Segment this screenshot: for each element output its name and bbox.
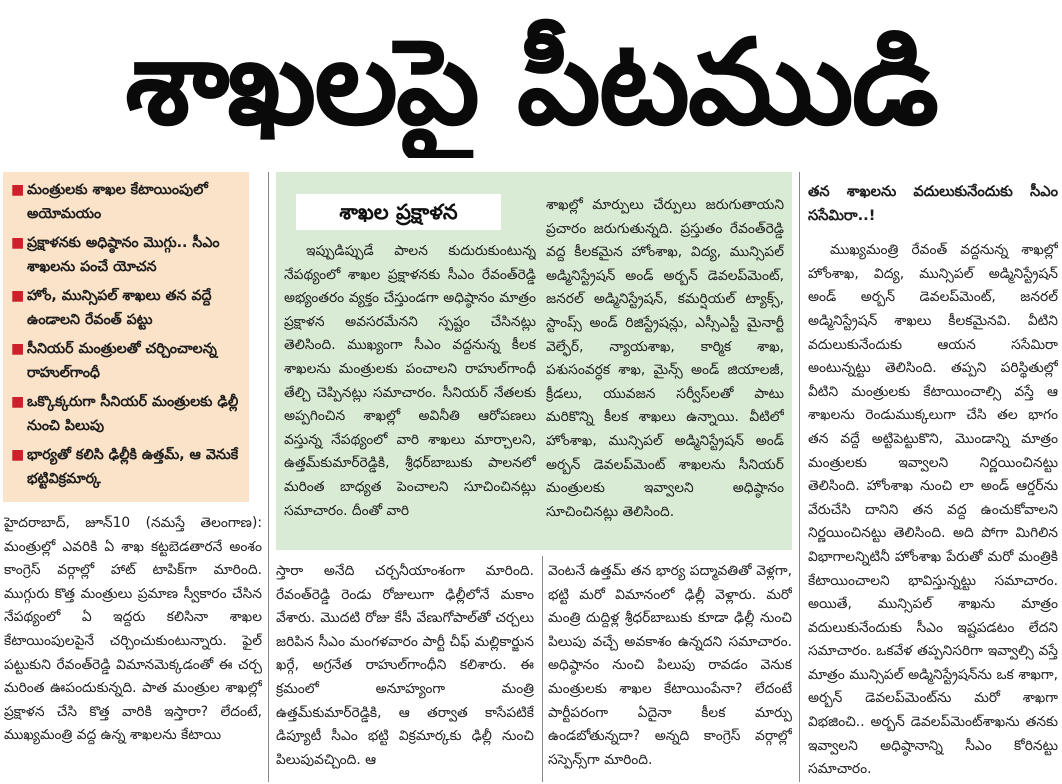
bullet-icon: ■	[11, 288, 25, 304]
highlights-box	[3, 172, 249, 502]
highlight-item: ■ భార్యతో కలిసి ఢిల్లీకి ఉత్తమ్, ఆ వెనుకే భట్టివిక్రమార్క	[11, 443, 241, 491]
highlight-item: ■ సీనియర్ మంత్రులతో చర్చించాలన్న రాహుల్‌గాంధీ	[11, 337, 241, 385]
highlight-item: ■ ఒక్కొక్కరుగా సీనియర్ మంత్రులకు ఢిల్లీ నుంచి పిలుపు	[11, 390, 241, 438]
headline: శాఖలపై పీటముడి	[125, 13, 937, 151]
highlight-item: ■ ప్రక్షాళనకు అధిష్ఠానం మొగ్గు.. సీఎం శాఖలను పంచే యోచన	[11, 231, 241, 279]
column-rule	[799, 172, 800, 782]
boxed-article	[276, 172, 792, 550]
boxed-article-right-column: శాఖల్లో మార్పులు చేర్పులు జరుగుతాయని ప్రచారం జరుగుతున్నది. ప్రస్తుతం రేవంత్‌రెడ్డి వద్ద కీలకమైన హోంశాఖ, విద్య, మున్సిపల్ అడ్మినిస్ట్రేషన్ అండ్ అర్బన్ డెవలప్‌మెంట్, జనరల్ అడ్మినిస్ట్రేషన్, కమర్షియల్ ట్యాక్స్, స్టాంప్స్ అండ్ రిజిస్ట్రేషన్లు, ఎస్సీఎస్టీ మైనార్టీ వెల్ఫేర్, న్యాయశాఖ, కార్మిక శాఖ, పశుసంవర్ధక శాఖ, మైన్స్ అండ్ జియాలజీ, క్రీడలు, యువజన సర్వీస్‌లతో పాటు మరికొన్ని కీలక శాఖలు ఉన్నాయి. వీటిలో హోంశాఖ, మున్సిపల్ అడ్మినిస్ట్రేషన్ అండ్ అర్బన్ డెవలప్‌మెంట్ శాఖలను సీనియర్ మంత్రులకు ఇవ్వాలని అధిష్ఠానం సూచించినట్లు తెలిసింది.	[546, 197, 784, 520]
column-rule	[542, 556, 543, 782]
bullet-icon: ■	[11, 394, 25, 410]
boxed-article-left-column: ఇప్పుడిప్పుడే పాలన కుదురుకుంటున్న నేపథ్యంలో శాఖల ప్రక్షాళనకు సీఎం రేవంత్‌రెడ్డి అభ్యంతరం వ్యక్తం చేస్తుండగా అధిష్ఠానం మాత్రం ప్రక్షాళన అవసరమేనని స్పష్టం చేసినట్లు తెలిసింది. ముఖ్యంగా సీఎం వద్దనున్న కీలక శాఖలను మంత్రులకు పంచాలని రాహుల్‌గాంధీ తేల్చి చెప్పినట్లు సమాచారం. సీనియర్ నేతలకు అప్పగించిన శాఖల్లో అవినీతి ఆరోపణలు వస్తున్న నేపథ్యంలో వారి శాఖలు మార్చాలని, ఉత్తమ్‌కుమార్‌రెడ్డికి, శ్రీధర్‌బాబుకు పాలనలో మరింత బాధ్యత పెంచాలని సూచించినట్లు సమాచారం. దీంతో వారి	[284, 243, 536, 519]
bullet-icon: ■	[11, 235, 25, 251]
bullet-icon: ■	[11, 182, 25, 198]
body-column-1: హైదరాబాద్, జూన్10 (నమస్తే తెలంగాణ): మంత్రుల్లో ఎవరికి ఏ శాఖ కట్టబెడతారనే అంశం కాంగ్రెస్ వర్గాల్లో హాట్ టాపిక్‌గా మారింది. ముగ్గురు కొత్త మంత్రులు ప్రమాణ స్వీకారం చేసిన నేపథ్యంలో ఏ ఇద్దరు కలిసినా శాఖల కేటాయింపులపైనే చర్చించుకుంటున్నారు. ఫైల్ పట్టుకుని రేవంత్‌రెడ్డి విమానమెక్కడంతో ఈ చర్చ మరింత ఊపందుకున్నది. పాత మంత్రుల శాఖల్లో ప్రక్షాళన చేసి కొత్త వారికి ఇస్తారా? లేదంటే, ముఖ్యమంత్రి వద్ద ఉన్న శాఖలను కేటాయి	[4, 515, 262, 744]
highlight-item: ■ మంత్రులకు శాఖల కేటాయింపులో అయోమయం	[11, 178, 241, 226]
bullet-icon: ■	[11, 341, 25, 357]
column-rule	[268, 172, 269, 782]
body-column-4: తన శాఖలను వదులుకునేందుకు సీఎం ససేమిరా..! ముఖ్యమంత్రి రేవంత్ వద్దనున్న శాఖల్లో హోంశాఖ, విద్య, మున్సిపల్ అడ్మినిస్ట్రేషన్ అండ్ అర్బన్ డెవలప్‌మెంట్, జనరల్ అడ్మినిస్ట్రేషన్ శాఖలు కీలకమైనవి. వీటిని వదులుకునేందుకు ఆయన ససేమిరా అంటున్నట్టు తెలిసింది. తప్పని పరిస్థితుల్లో వీటిని మంత్రులకు కేటాయించాల్సి వస్తే ఆ శాఖలను రెండుముక్కలుగా చేసి తల భాగం తన వద్దే అట్టిపెట్టుకొని, మొండాన్ని మాత్రం మంత్రులకు ఇవ్వాలని నిర్ణయించినట్టు తెలిసింది. హోంశాఖ నుంచి లా అండ్ ఆర్డర్‌ను వేరుచేసి దానిని తన వద్ద ఉంచుకోవాలని నిర్ణయించినట్టు తెలిసింది. అది పోగా మిగిలిన విభాగాలన్నిటినీ హోంశాఖ పేరుతో మరో మంత్రికి కేటాయించాలని భావిస్తున్నట్టు సమాచారం. అయితే, మున్సిపల్ శాఖను మాత్రం వదులుకునేందుకు సీఎం ఇష్టపడటం లేదని సమాచారం. ఒకవేళ తప్పనిసరిగా ఇవ్వాల్సి వస్తే మాత్రం మున్సిపల్ అడ్మినిస్ట్రేషన్‌ను ఒక శాఖగా, అర్బన్ డెవలప్‌మెంట్‌ను మరో శాఖగా విభజించి.. అర్బన్ డెవలప్‌మెంట్‌శాఖను తనకు ఇవ్వాలని అధిష్ఠానాన్ని సీఎం కోరినట్టు సమాచారం.	[808, 180, 1058, 780]
subheading: తన శాఖలను వదులుకునేందుకు సీఎం ససేమిరా..!	[808, 183, 1058, 224]
body-column-3: వెంటనే ఉత్తమ్ తన భార్య పద్మావతితో వెళ్లగా, భట్టి మరో విమానంలో ఢిల్లీ వెళ్లారు. మరో మంత్రి దుద్దిళ్ల శ్రీధర్‌బాబుకు కూడా ఢిల్లీ నుంచి పిలుపు వచ్చే అవకాశం ఉన్నదని సమాచారం. అధిష్ఠానం నుంచి పిలుపు రావడం వెనుక మంత్రులకు శాఖల కేటాయింపేనా? లేదంటే పార్టీపరంగా ఏదైనా కీలక మార్పు ఉండబోతున్నదా? అన్నది కాంగ్రెస్ వర్గాల్లో సస్పెన్స్‌గా మారింది.	[548, 563, 792, 768]
highlight-item: ■ హోం, మున్సిపల్ శాఖలు తన వద్దే ఉండాలని రేవంత్ పట్టు	[11, 284, 241, 332]
body-column-2: స్తారా అనేది చర్చనీయాంశంగా మారింది. రేవంత్‌రెడ్డి రెండు రోజులుగా ఢిల్లీలోనే మకాం వేశారు. మొదటి రోజు కేసీ వేణుగోపాల్‌తో చర్చలు జరిపిన సీఎం మంగళవారం పార్టీ చీఫ్ మల్లికార్జున ఖర్గే, అగ్రనేత రాహుల్‌గాంధీని కలిశారు. ఈ క్రమంలో అనూహ్యంగా మంత్రి ఉత్తమ్‌కుమార్‌రెడ్డికి, ఆ తర్వాత కాసేపటికే డిప్యూటీ సీఎం భట్టి విక్రమార్కకు ఢిల్లీ నుంచి పిలుపువచ్చింది. ఆ	[276, 563, 534, 768]
bullet-icon: ■	[11, 447, 25, 463]
boxed-article-title: శాఖల ప్రక్షాళన	[296, 194, 501, 230]
